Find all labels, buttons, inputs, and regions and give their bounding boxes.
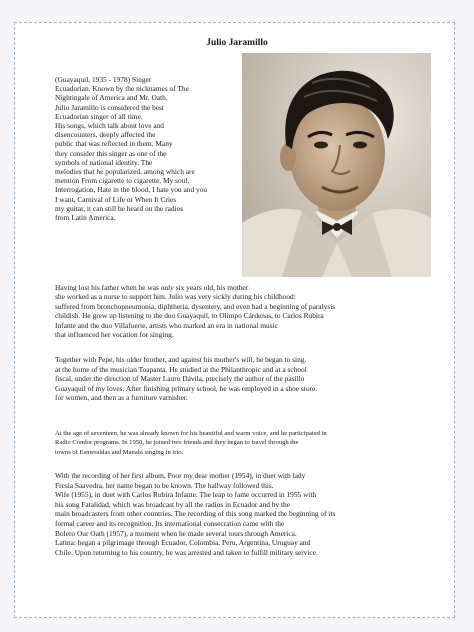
paragraph-2-line: suffered from bronchopneumonia, diphtheria, dysentery, and even had a beginning of paralysis (55, 301, 336, 311)
paragraph-1-line: Interrogation, Hate in the blood, I hate you and you (55, 185, 208, 195)
paragraph-3-line: Together with Pepe, his older brother, and against his mother's will, he began to sing. (55, 355, 307, 364)
paragraph-1-line: Ecuadorian singer of all time. (55, 111, 143, 121)
paragraph-1-line: melodies that he popularized, among which are (55, 167, 195, 176)
portrait-photo (242, 53, 431, 277)
paragraph-1-line: (Guayaquil, 1935 - 1978) Singer (55, 75, 152, 84)
paragraph-1-line: symbols of national identity. The (55, 157, 153, 167)
paragraph-5-line: With the recording of her first album, Poor my dear mother (1954), in duet with lady (55, 471, 306, 480)
paragraph-1-line: I want, Carnival of Life or When It Cries (55, 194, 177, 204)
paragraph-3-line: for women, and then as a furniture varnisher. (55, 393, 188, 403)
paragraph-5-line: Chile. Upon returning to his country, he was arrested and taken to fulfill military service. (55, 547, 318, 557)
paragraph-5-line: main broadcasters from other countries. The recording of this song marked the beginning of its (55, 509, 336, 519)
paragraph-1-line: they consider this singer as one of the (55, 148, 167, 158)
paragraph-2-line: childish. He grew up listening to the duo Guayaquil, to Olimpo Cárdenas, to Carlos Rubira (55, 311, 324, 321)
paragraph-4-line: towns of Esmeraldas and Manabí singing in trio. (55, 448, 184, 456)
document-title: Julio Jaramillo (206, 38, 268, 48)
paragraph-3-line: Guayaquil of my loves. After finishing primary school, he was employed in a shoe store. (55, 383, 318, 393)
paragraph-5-line: Fresia Saavedra, her name began to be known. The hallway followed this. (55, 480, 274, 490)
paragraph-1-line: public that was reflected in them. Many (55, 139, 173, 149)
paragraph-3-line: at the home of the musician Toapanta. He studied at the Philanthropic and at a school (55, 364, 307, 374)
paragraph-1-line: from Latin America. (55, 213, 116, 222)
paragraph-2-line: Infante and the duo Villafuerte, artists who marked an era in national music (55, 320, 278, 330)
paragraph-1-line: disencounters, deeply affected the (55, 130, 156, 140)
paragraph-1-line: my guitar, it can still be heard on the radios (55, 203, 184, 213)
paragraph-4-line: At the age of seventeen, he was already known for his beautiful and warm voice, and he participated in (55, 430, 327, 437)
paragraph-3-line: fiscal, under the direction of Master Lauro Dávila, precisely the author of the pasillo (55, 374, 305, 384)
paragraph-5-line: Latina: began a pilgrimage through Ecuador, Colombia, Peru, Argentina, Uruguay and (55, 538, 311, 548)
paragraph-1-line: Nightingale of America and Mr. Oath, (55, 93, 168, 103)
paragraph-2-line: she worked as a nurse to support him. Julio was very sickly during his childhood: (55, 292, 296, 302)
paragraph-5-line: Bolero Our Oath (1957), a moment when he made several tours through America. (55, 528, 297, 538)
paragraph-2-line: Having lost his father when he was only six years old, his mother (55, 283, 249, 292)
portrait-illustration (242, 53, 431, 277)
paragraph-5-line: formal career and its recognition. Its international consecration came with the (55, 519, 285, 528)
paragraph-1-line: mention From cigarette to cigarette, My soul, (55, 176, 190, 186)
paragraph-1-line: His songs, which talk about love and (55, 121, 164, 130)
paragraph-4-line: Radio Cóndor programs. In 1950, he joined two friends and they began to travel through the (55, 439, 299, 447)
paragraph-2-line: that influenced her vocation for singing. (55, 330, 174, 339)
paragraph-1-line: Julio Jaramillo is considered the best (55, 102, 164, 112)
paragraph-5-line: Wife (1955), in duet with Carlos Rubira Infante. The leap to fame occurred in 1955 with (55, 490, 317, 500)
paragraph-5-line: his song Fatalidad, which was broadcast by all the radios in Ecuador and by the (55, 499, 291, 509)
paragraph-1-line: Ecuadorian. Known by the nicknames of The (55, 84, 189, 94)
